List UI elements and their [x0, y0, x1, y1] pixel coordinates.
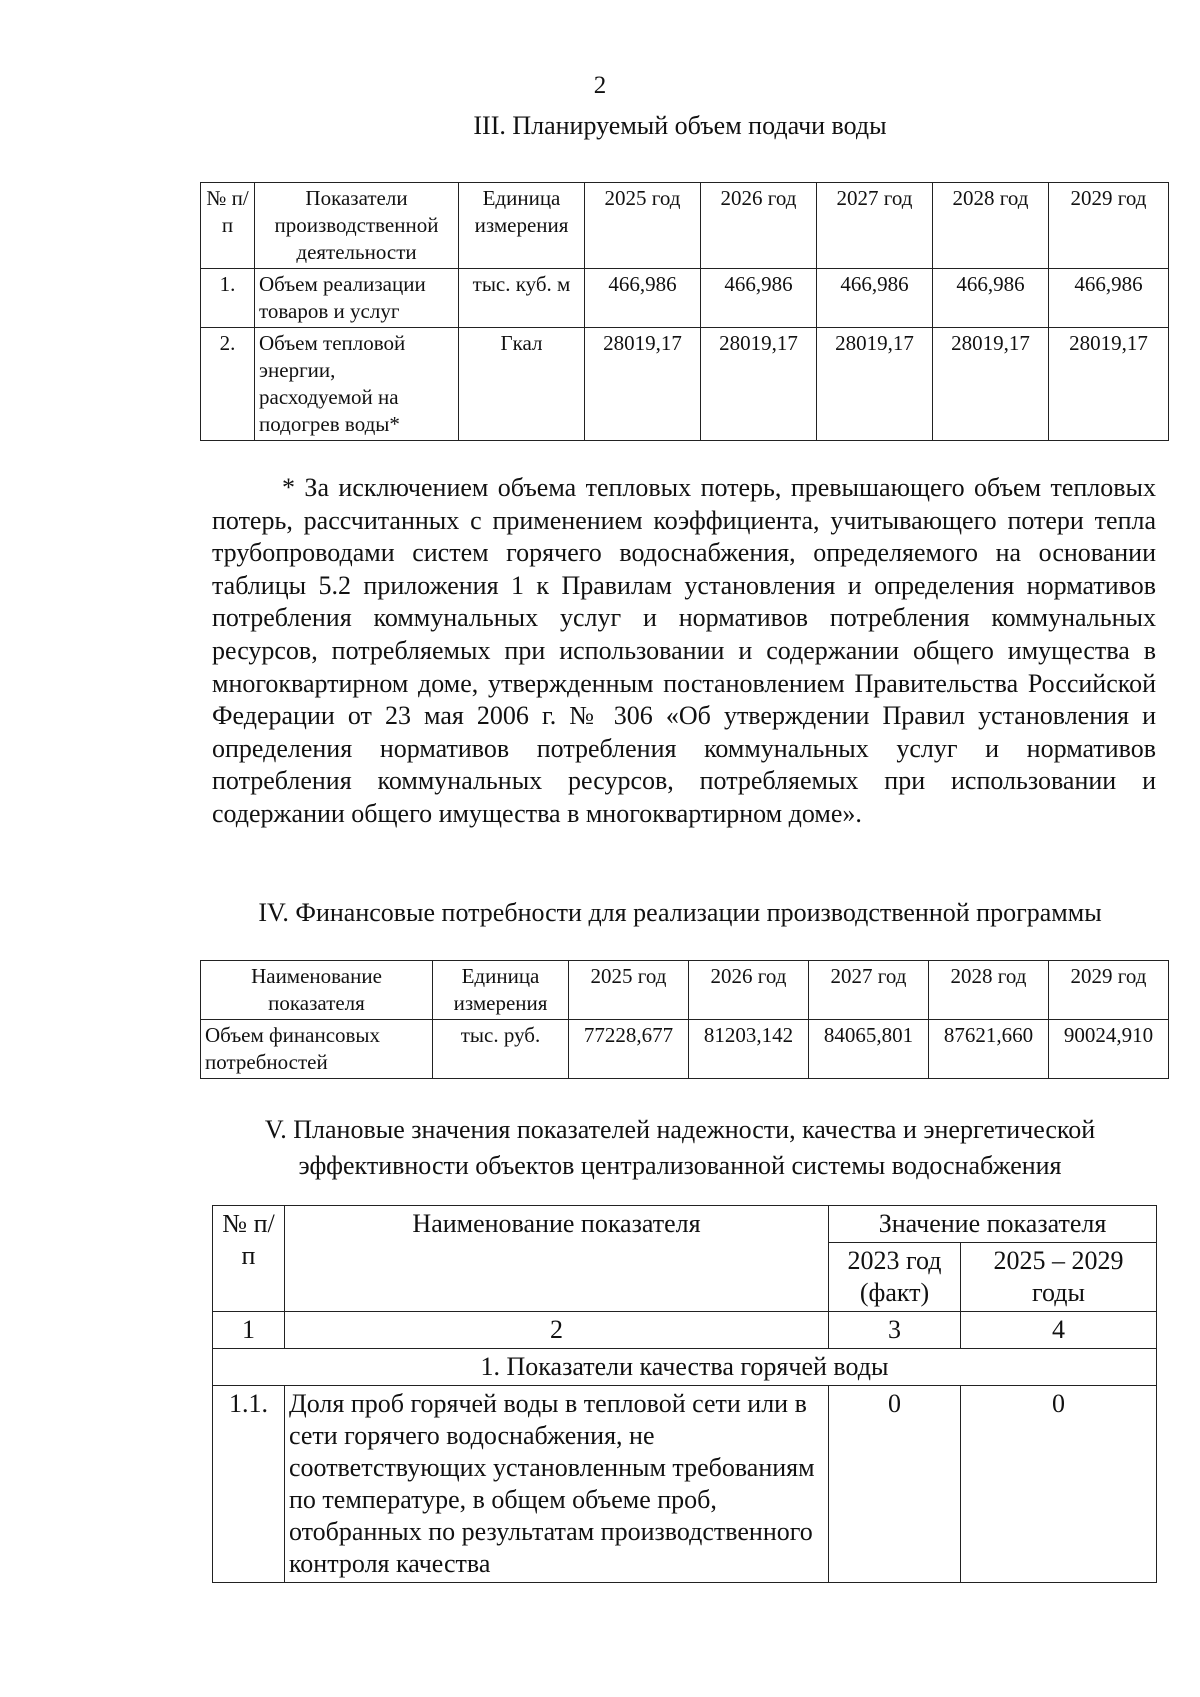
header-cell: № п/п: [213, 1206, 285, 1312]
header-cell: Значение показателя: [829, 1206, 1157, 1243]
value-cell: 28019,17: [817, 328, 933, 441]
water-supply-table: [200, 182, 1169, 441]
row-number: 2.: [201, 328, 255, 441]
section-4-title: IV. Финансовые потребности для реализации производственной программы: [258, 898, 1102, 927]
group-row: [213, 1349, 1157, 1386]
header-cell: 2025 год: [585, 183, 701, 269]
row-name: Объем реализации товаров и услуг: [255, 269, 459, 328]
value-cell: 77228,677: [569, 1020, 689, 1079]
header-cell: 2028 год: [933, 183, 1049, 269]
value-cell: 466,986: [1049, 269, 1169, 328]
value-cell: 84065,801: [809, 1020, 929, 1079]
header-cell: 2025 год: [569, 961, 689, 1020]
header-cell: 2027 год: [809, 961, 929, 1020]
header-cell: № п/п: [201, 183, 255, 269]
header-cell: Наименование показателя: [201, 961, 433, 1020]
row-name: Доля проб горячей воды в тепловой сети или в сети горячего водоснабжения, не соответствующих установленным требованиям по температуре, в общем объеме проб, отобранных по результатам производственного контроля качества: [285, 1386, 829, 1583]
column-number: 4: [961, 1312, 1157, 1349]
header-cell: 2029 год: [1049, 183, 1169, 269]
row-name: Объем тепловой энергии, расходуемой на подогрев воды*: [255, 328, 459, 441]
row-unit: тыс. куб. м: [459, 269, 585, 328]
header-cell: Единица измерения: [459, 183, 585, 269]
header-cell: 2026 год: [701, 183, 817, 269]
header-cell: 2025 – 2029 годы: [961, 1243, 1157, 1312]
header-cell: 2028 год: [929, 961, 1049, 1020]
header-cell: Показатели производственной деятельности: [255, 183, 459, 269]
table-row: [201, 269, 1169, 328]
column-number: 3: [829, 1312, 961, 1349]
header-cell: 2023 год (факт): [829, 1243, 961, 1312]
section-3-title: III. Планируемый объем подачи воды: [473, 111, 887, 140]
row-unit: тыс. руб.: [433, 1020, 569, 1079]
group-title: 1. Показатели качества горячей воды: [213, 1349, 1157, 1386]
value-cell: 28019,17: [701, 328, 817, 441]
column-number-row: [213, 1312, 1157, 1349]
value-cell: 0: [961, 1386, 1157, 1583]
section-5-title: V. Плановые значения показателей надежности, качества и энергетической эффективности объектов централизованной системы водоснабжения: [264, 1115, 1096, 1180]
value-cell: 90024,910: [1049, 1020, 1169, 1079]
value-cell: 466,986: [701, 269, 817, 328]
header-cell: Единица измерения: [433, 961, 569, 1020]
value-cell: 28019,17: [1049, 328, 1169, 441]
value-cell: 466,986: [933, 269, 1049, 328]
footnote-paragraph: * За исключением объема тепловых потерь, превышающего объем тепловых потерь, рассчитанных с применением коэффициента, учитывающего потери тепла трубопроводами систем горячего водоснабжения, определяемого на основании таблицы 5.2 приложения 1 к Правилам установления и определения нормативов потребления коммунальных услуг и нормативов потребления коммунальных ресурсов, потребляемых при использовании и содержании общего имущества в многоквартирном доме, утвержденным постановлением Правительства Российской Федерации от 23 мая 2006 г. № 306 «Об утверждении Правил установления и определения нормативов потребления коммунальных услуг и нормативов потребления коммунальных ресурсов, потребляемых при использовании и содержании общего имущества в многоквартирном доме».: [212, 473, 1156, 828]
value-cell: 0: [829, 1386, 961, 1583]
row-number: 1.1.: [213, 1386, 285, 1583]
value-cell: 81203,142: [689, 1020, 809, 1079]
value-cell: 28019,17: [585, 328, 701, 441]
table-row: [213, 1386, 1157, 1583]
table-header-row: [201, 961, 1169, 1020]
value-cell: 466,986: [817, 269, 933, 328]
table-header-row: [201, 183, 1169, 269]
page-number: 2: [593, 72, 607, 99]
financial-needs-table: [200, 960, 1169, 1079]
header-cell: Наименование показателя: [285, 1206, 829, 1312]
row-unit: Гкал: [459, 328, 585, 441]
indicators-table: [212, 1205, 1157, 1583]
table-row: [201, 1020, 1169, 1079]
column-number: 2: [285, 1312, 829, 1349]
row-name: Объем финансовых потребностей: [201, 1020, 433, 1079]
column-number: 1: [213, 1312, 285, 1349]
header-cell: 2027 год: [817, 183, 933, 269]
value-cell: 466,986: [585, 269, 701, 328]
header-cell: 2029 год: [1049, 961, 1169, 1020]
value-cell: 87621,660: [929, 1020, 1049, 1079]
row-number: 1.: [201, 269, 255, 328]
header-cell: 2026 год: [689, 961, 809, 1020]
table-header-row: [213, 1206, 1157, 1243]
table-row: [201, 328, 1169, 441]
value-cell: 28019,17: [933, 328, 1049, 441]
